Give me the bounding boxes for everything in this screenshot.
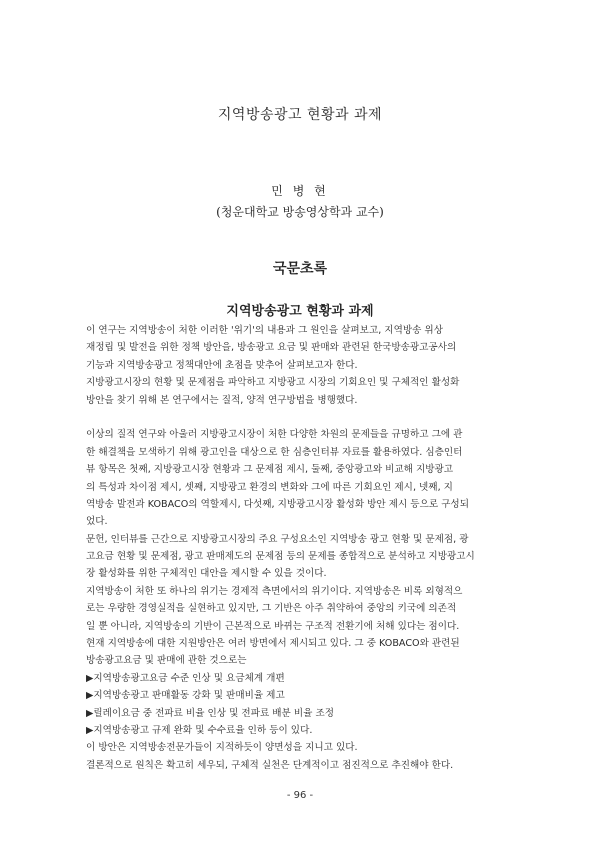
paragraph-gap: [86, 409, 514, 426]
abstract-line: 방송광고요금 및 판매에 관한 것으로는: [86, 655, 247, 667]
abstract-line: ▶지역방송광고요금 수준 인상 및 요금체계 개편: [86, 672, 285, 684]
abstract-line: 의 특성과 차이점 제시, 셋째, 지방광고 환경의 변화와 그에 따른 기회요인 제시, 넷째, 지: [86, 481, 453, 493]
abstract-line: 현재 지역방송에 대한 지원방안은 여러 방면에서 제시되고 있다. 그 중 KOBACO와 관련된: [86, 638, 460, 650]
abstract-line: 역방송 발전과 KOBACO의 역할제시, 다섯째, 지방광고시장 활성화 방안 제시 등으로 구성되: [86, 498, 469, 510]
abstract-line: 한 해결책을 모색하기 위해 광고인을 대상으로 한 심층인터뷰 자료를 활용하였다. 심층인터: [86, 446, 463, 458]
abstract-line: 지방광고시장의 현황 및 문제점을 파악하고 지방광고 시장의 기회요인 및 구체적인 활성화: [86, 377, 460, 389]
paper-title: 지역방송광고 현황과 과제: [217, 107, 383, 123]
abstract-line: ▶지역방송광고 판매활동 강화 및 판매비율 제고: [86, 690, 285, 702]
abstract-line: 재정립 및 발전을 위한 정책 방안을, 방송광고 요금 및 판매와 관련된 한국방송광고공사의: [86, 342, 457, 354]
abstract-line: 지역방송이 처한 또 하나의 위기는 경제적 측면에서의 위기이다. 지역방송은 비록 외형적으: [86, 585, 463, 597]
abstract-line: ▶지역방송광고 규제 완화 및 수수료율 인하 등이 있다.: [86, 724, 313, 736]
abstract-line: 이 연구는 지역방송이 처한 이러한 '위기'의 내용과 그 원인을 살펴보고, 지역방송 위상: [86, 325, 443, 336]
abstract-line: 이 방안은 지역방송전문가들이 지적하듯이 양면성을 지니고 있다.: [86, 742, 358, 754]
abstract-line: 일 뿐 아니라, 지역방송의 기반이 근본적으로 바뀌는 구조적 전환기에 처해 있다는 점이다.: [86, 620, 460, 632]
abstract-line: 장 활성화를 위한 구체적인 대안을 제시할 수 있을 것이다.: [86, 568, 327, 580]
abstract-line: 방안을 찾기 위해 본 연구에서는 질적, 양적 연구방법을 병행했다.: [86, 394, 358, 406]
abstract-line: ▶릴레이요금 중 전파료 비율 인상 및 전파료 배분 비율 조정: [86, 707, 334, 719]
abstract-line: 로는 우량한 경영실적을 실현하고 있지만, 그 기반은 아주 취약하여 중앙의 키국에 의존적: [86, 603, 457, 615]
abstract-line: 었다.: [86, 516, 108, 528]
abstract-heading: 국문초록: [272, 261, 328, 277]
page-number: - 96 -: [286, 790, 314, 801]
author-affiliation: (청운대학교 방송영상학과 교수): [216, 205, 384, 219]
abstract-subtitle: 지역방송광고 현황과 과제: [226, 304, 374, 319]
abstract-line: 고요금 현황 및 문제점, 광고 판매제도의 문제점 등의 문제를 종합적으로 분석하고 지방광고시: [86, 551, 475, 563]
abstract-body: [86, 322, 514, 774]
abstract-line: 문헌, 인터뷰를 근간으로 지방광고시장의 주요 구성요소인 지역방송 광고 현황 및 문제점, 광: [86, 533, 469, 545]
abstract-line: 결론적으로 원칙은 확고히 세우되, 구체적 실천은 단계적이고 점진적으로 추진해야 한다.: [86, 759, 454, 771]
author-name: 민 병 현: [271, 184, 329, 198]
abstract-line: 뷰 항목은 첫째, 지방광고시장 현황과 그 문제점 제시, 둘째, 중앙광고와 비교해 지방광고: [86, 464, 454, 476]
abstract-line: 이상의 질적 연구와 아울러 지방광고시장이 처한 다양한 차원의 문제들을 규명하고 그에 관: [86, 429, 463, 441]
abstract-line: 기능과 지역방송광고 정책대안에 초점을 맞추어 살펴보고자 한다.: [86, 359, 358, 371]
